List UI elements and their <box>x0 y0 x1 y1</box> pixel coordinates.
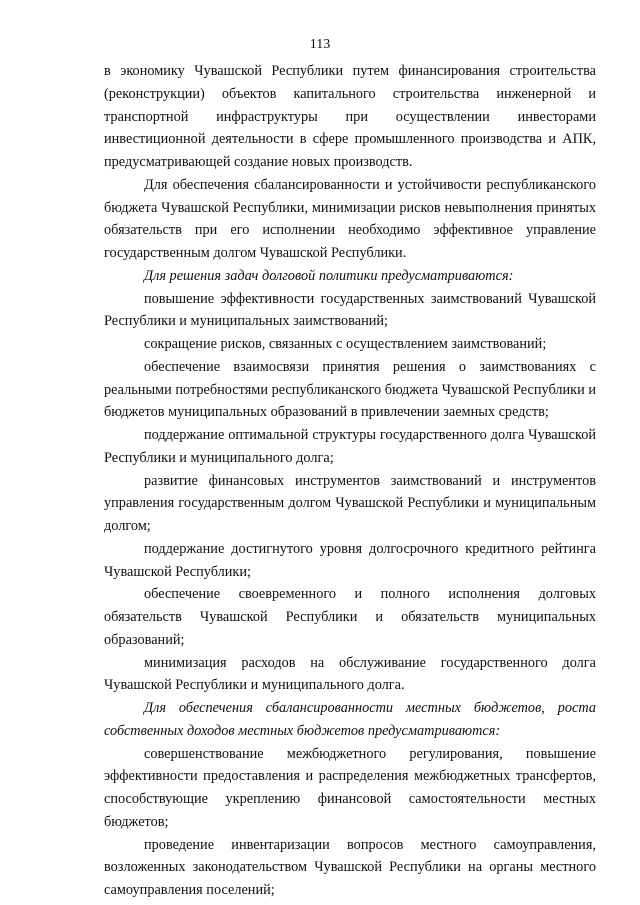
list-item-risk-reduction: сокращение рисков, связанных с осуществлением заимствований; <box>144 336 547 352</box>
list-item-credit-rating: поддержание достигнутого уровня долгосрочного кредитного рейтинга Чувашской Республики; <box>104 540 596 580</box>
page-number: 113 <box>309 37 331 52</box>
heading-local-budgets: Для обеспечения сбалансированности местных бюджетов, роста собственных доходов местных бюджетов предусматриваются: <box>104 700 596 739</box>
list-item-borrowing-efficiency: повышение эффективности государственных заимствований Чувашской Республики и муниципальных заимствований; <box>104 290 596 330</box>
heading-debt-policy-tasks: Для решения задач долговой политики предусматриваются: <box>144 267 514 284</box>
body-text <box>104 60 596 902</box>
list-item-financial-instruments: развитие финансовых инструментов заимствований и инструментов управления государственным долгом Чувашской Республики и муниципальным долгом; <box>104 472 596 534</box>
list-item-timely-obligations: обеспечение своевременного и полного исполнения долговых обязательств Чувашской Республики и обязательств муниципальных образований; <box>104 586 596 648</box>
list-item-borrowing-needs: обеспечение взаимосвязи принятия решения о заимствованиях с реальными потребностями республиканского бюджета Чувашской Республики и бюджетов муниципальных образований в привлечении заемных средств; <box>104 358 596 421</box>
list-item-interbudget-regulation: совершенствование межбюджетного регулирования, повышение эффективности предоставления и распределения межбюджетных трансфертов, способствующие укреплению финансовой самостоятельности местных бюджетов; <box>104 745 596 830</box>
paragraph-investment-financing: в экономику Чувашской Республики путем финансирования строительства (реконструкции) объектов капитального строительства инженерной и транспортной инфраструктуры при осуществлении инвесторами инвестиционной деятельности в сфере промышленного производства и АПК, предусматривающей создание новых производств. <box>104 63 596 170</box>
list-item-local-government-inventory: проведение инвентаризации вопросов местного самоуправления, возложенных законодательством Чувашской Республики на органы местного самоуправления поселений; <box>104 836 596 898</box>
paragraph-debt-management: Для обеспечения сбалансированности и устойчивости республиканского бюджета Чувашской Республики, минимизации рисков невыполнения принятых обязательств при его исполнении необходимо эффективное управление государственным долгом Чувашской Республики. <box>104 176 596 261</box>
list-item-debt-structure: поддержание оптимальной структуры государственного долга Чувашской Республики и муниципального долга; <box>104 427 596 466</box>
list-item-debt-service-costs: минимизация расходов на обслуживание государственного долга Чувашской Республики и муниципального долга. <box>104 654 596 694</box>
